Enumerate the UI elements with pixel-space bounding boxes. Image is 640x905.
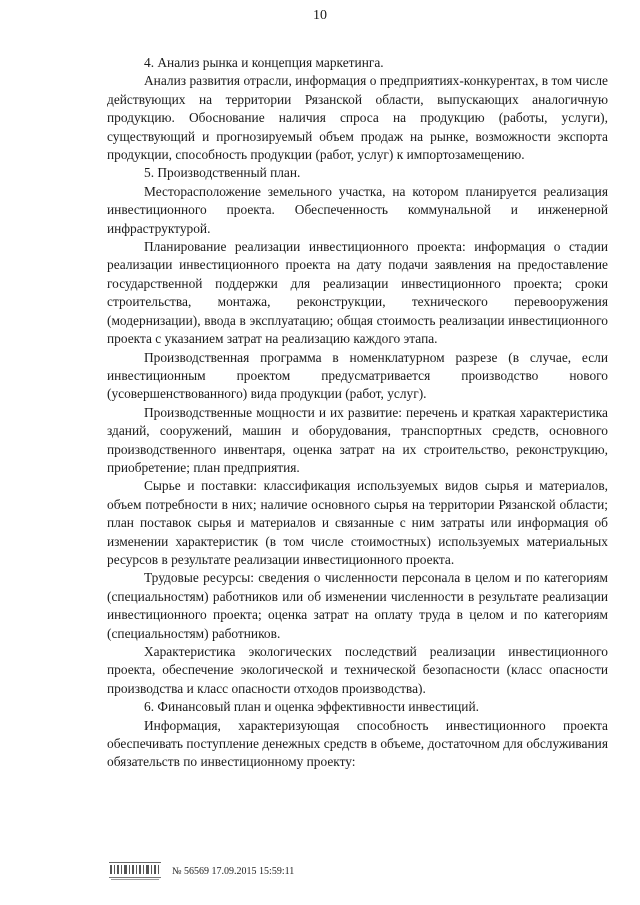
registration-stamp: № 56569 17.09.2015 15:59:11: [172, 866, 295, 877]
document-footer: [108, 860, 428, 882]
paragraph-land-location: Месторасположение земельного участка, на котором планируется реализация инвестиционного проекта. Обеспеченность коммунальной и инженерной инфраструктурой.: [107, 183, 608, 236]
barcode-stamp-icon: [108, 860, 162, 882]
paragraph-market-analysis: Анализ развития отрасли, информация о предприятиях-конкурентах, в том числе действующих на территории Рязанской области, выпускающих аналогичную продукцию. Обоснование наличия спроса на продукцию (работы, услуги), существующий и прогнозируемый объем продаж на рынке, возможности экспорта продукции, способность продукции (работ, услуг) к импортозамещению.: [107, 73, 608, 163]
paragraph-financial-plan: Информация, характеризующая способность инвестиционного проекта обеспечивать поступление денежных средств в объеме, достаточном для обслуживания обязательств по инвестиционному проекту:: [107, 717, 608, 770]
section-4-heading: 4. Анализ рынка и концепция маркетинга.: [144, 55, 384, 70]
paragraph-production-capacity: Производственные мощности и их развитие: перечень и краткая характеристика зданий, сооружений, машин и оборудования, транспортных средств, основного производственного инвентаря, оценка затрат на их строительство, реконструкцию, приобретение; план предприятия.: [107, 404, 608, 475]
section-5-heading: 5. Производственный план.: [144, 165, 301, 181]
paragraph-environmental: Характеристика экологических последствий реализации инвестиционного проекта, обеспечение экологической и технической безопасности (класс опасности производства и класс опасности отходов производства).: [107, 644, 608, 696]
section-6-heading: 6. Финансовый план и оценка эффективности инвестиций.: [144, 699, 479, 715]
paragraph-raw-materials: Сырье и поставки: классификация используемых видов сырья и материалов, объем потребности в них; наличие основного сырья на территории Рязанской области; план поставок сырья и материалов и связанные с ним затраты или информация об изменении характеристик (в том числе стоимостных) используемых материальных ресурсов в результате реализации инвестиционного проекта.: [107, 478, 608, 567]
paragraph-production-program: Производственная программа в номенклатурном разрезе (в случае, если инвестиционным проектом предусматривается производство нового (усовершенствованного) вида продукции (работ, услуг).: [107, 349, 608, 402]
paragraph-implementation-planning: Планирование реализации инвестиционного проекта: информация о стадии реализации инвестиционного проекта на дату подачи заявления на предоставление государственной поддержки для реализации инвестиционного проекта; сроки строительства, монтажа, реконструкции, технического перевооружения (модернизации), ввода в эксплуатацию; общая стоимость реализации инвестиционного проекта с указанием затрат на реализацию каждого этапа.: [107, 239, 608, 347]
document-body: [107, 54, 608, 772]
page-number: 10: [313, 8, 327, 23]
paragraph-labor-resources: Трудовые ресурсы: сведения о численности персонала в целом и по категориям (специальностям) работников или об изменении численности в результате реализации инвестиционного проекта; оценка затрат на оплату труда в целом и по категориям (специальностям) работников.: [107, 570, 608, 641]
